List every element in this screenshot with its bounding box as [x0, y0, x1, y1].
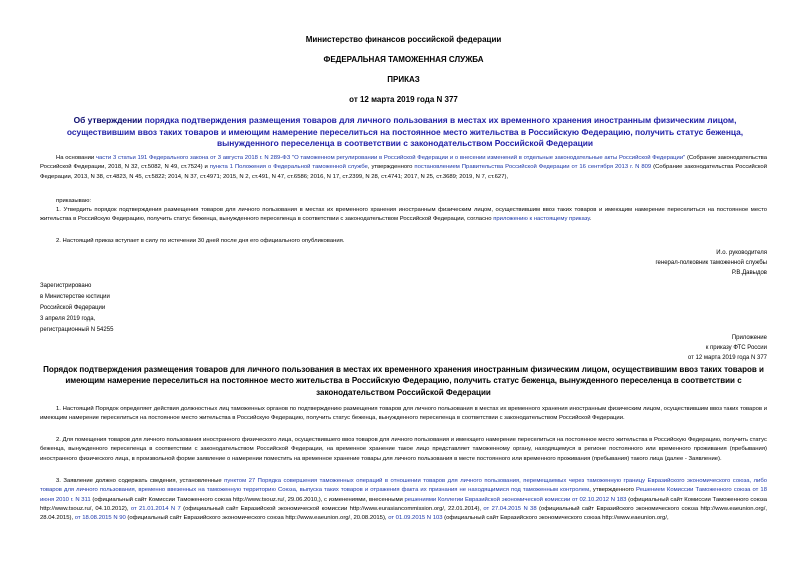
order-title — [50, 115, 760, 150]
link-appendix[interactable]: приложению к настоящему приказу — [493, 216, 590, 223]
order-title-link[interactable]: порядка подтверждения размещения товаров для личного пользования в местах их временного хранения иностранным физическим лицом, осуществившим ввоз таких товаров и имеющим намерение переселиться на постоянное место жительства в Российскую Федерацию, получить статус беженца, вынужденного переселенца в соответствии с законодательством Российской Федерации — [66, 115, 744, 148]
preamble-text-1: На основании — [56, 155, 96, 161]
link-decision-103[interactable]: от 01.09.2015 N 103 — [388, 515, 443, 522]
procedure-title: Порядок подтверждения размещения товаров для личного пользования в местах их временного хранения иностранным физическим лицом, осуществившим ввоз таких товаров и имеющим намерение переселиться на постоянное место жительства в Российскую Федерацию, получить статус беженца, вынужденного переселенца в соответствии с законодательством Российской Федерации — [43, 365, 764, 397]
registration-line-2: в Министерстве юстиции — [40, 294, 110, 300]
procedure-item-3 — [40, 477, 767, 523]
signature-name: Р.В.Давыдов — [731, 270, 767, 276]
registration-line-3: Российской Федерации — [40, 305, 106, 311]
link-government-resolution-809[interactable]: постановлением Правительства Российской Федерации от 16 сентября 2013 г. N 809 — [414, 164, 652, 171]
link-federal-law-289[interactable]: части 3 статьи 191 Федерального закона от 3 августа 2018 г. N 289-ФЗ "О таможенном регулировании в Российской Федерации и о внесении изменений в отдельные законодательные акты Российской Федерации" — [95, 155, 686, 161]
signature-title: И.о. руководителя — [716, 250, 767, 256]
appendix-line-2: к приказу ФТС России — [705, 345, 767, 351]
signature-rank: генерал-полковник таможенной службы — [655, 260, 767, 266]
appendix-line-3: от 12 марта 2019 года N 377 — [687, 355, 767, 361]
procedure-item-3-text-6: (официальный сайт Евразийского экономического союза http://www.eaeunion.org/, 28.04.2015), — [40, 505, 767, 522]
link-decision-90[interactable]: от 18.08.2015 N 90 — [74, 515, 126, 522]
order-word: приказываю: — [56, 198, 92, 204]
procedure-item-3-text-1: 3. Заявление должно содержать сведения, установленные — [56, 478, 225, 484]
link-fts-regulation[interactable]: пункта 1 Положения о Федеральной таможенной службе — [209, 164, 368, 171]
order-item-2: 2. Настоящий приказ вступает в силу по истечении 30 дней после дня его официального опубликования. — [56, 238, 345, 244]
order-title-prefix: Об утверждении — [73, 115, 145, 125]
link-point-27[interactable]: пунктом 27 Порядка совершения таможенных операций в отношении товаров для личного пользования, перемещаемых через таможенную границу Евразийского экономического союза, либо товаров для личного пользования, временно ввезенных на таможенную территорию Союза, выпуска таких товаров и отражения факта их признания не находящимися под таможенным контролем — [40, 478, 767, 494]
link-decision-183[interactable]: решениями Коллегии Евразийской экономической комиссии от 02.10.2012 N 183 — [404, 496, 627, 503]
order-item-1 — [40, 206, 767, 225]
order-item-1-text: 1. Утвердить порядок подтверждения размещения товаров для личного пользования в местах их временного хранения иностранным физическим лицом, осуществившим ввоз таких товаров и имеющим намерение переселиться на постоянное место жительства в Российскую Федерацию, получить статус беженца, вынужденного переселенца в соответствии с законодательством Российской Федерации, согласно — [40, 207, 767, 223]
preamble-text-4: (Собрание законодательства Российской Федерации, 2013, N 38, ст.4823, N 45, ст.5822; 2014, N 37, ст.4971; 2015, N 2, ст.491, N 47, ст.6586; 2016, N 17, ст.2399, N 28, ст.4741; 2017, N 25, ст.3689; 2019, N 7, ст.627), — [40, 164, 767, 180]
doc-type: ПРИКАЗ — [387, 75, 420, 84]
link-decision-7[interactable]: от 21.01.2014 N 7 — [130, 505, 181, 512]
procedure-item-3-text-4: (официальный сайт Комиссии Таможенного союза http://www.tsouz.ru/, 04.10.2012), — [40, 496, 768, 512]
service-name: ФЕДЕРАЛЬНАЯ ТАМОЖЕННАЯ СЛУЖБА — [323, 55, 484, 64]
doc-date-number: от 12 марта 2019 года N 377 — [349, 95, 458, 104]
registration-line-1: Зарегистрировано — [40, 283, 92, 289]
appendix-line-1: Приложение — [731, 335, 767, 341]
link-decision-311[interactable]: Решением Комиссии Таможенного союза от 18 июня 2010 г. N 311 — [40, 487, 767, 503]
procedure-item-3-text-5: (официальный сайт Евразийской экономической комиссии http://www.eurasiancommission.org/, 22.01.2014), — [180, 505, 484, 512]
registration-line-5: регистрационный N 54255 — [40, 327, 114, 333]
link-decision-38[interactable]: от 27.04.2015 N 38 — [483, 505, 537, 512]
order-item-1-end: . — [589, 216, 592, 223]
registration-line-4: 3 апреля 2019 года, — [40, 316, 96, 322]
ministry-name: Министерство финансов российской федерации — [305, 35, 502, 44]
procedure-item-3-text-8: (официальный сайт Евразийского экономического союза http://www.eaeunion.org/, — [442, 515, 669, 522]
preamble — [40, 154, 767, 182]
procedure-item-3-text-2: , утвержденного — [589, 487, 636, 494]
procedure-item-3-text-3: (официальный сайт Комиссии Таможенного союза http://www.tsouz.ru/, 29.06.2010,), с изменениями, внесенными — [90, 496, 405, 503]
procedure-item-1: 1. Настоящий Порядок определяет действия должностных лиц таможенных органов по подтверждению размещения товаров для личного пользования в местах их временного хранения иностранным физическим лицом, осуществившим ввоз таких товаров и имеющим намерение переселиться на постоянное место жительства в Российскую Федерацию, получить статус беженца, вынужденного переселенца в соответствии с законодательством Российской Федерации. — [40, 406, 767, 422]
preamble-text-3: , утвержденного — [367, 164, 415, 171]
procedure-item-2: 2. Для помещения товаров для личного пользования иностранного физического лица, осуществившего ввоз товаров для личного пользования и имеющего намерение переселиться на постоянное место жительства в Российскую Федерацию, получить статус беженца, вынужденного переселенца в соответствии с законодательством Российской Федерации, на временное хранение такое лицо представляет таможенному органу, находящемуся в регионе постоянного или временного проживания (пребывания) иностранного физического лица, в произвольной форме заявление о намерении поместить на временное хранение товары для личного пользования в месте постоянного или временного проживания (пребывания) такого лица (далее - Заявление). — [40, 437, 767, 462]
procedure-item-3-text-7: (официальный сайт Евразийского экономического союза http://www.eaeunion.org/, 20.08.2015), — [125, 515, 389, 522]
preamble-text-2: (Собрание законодательства Российской Федерации, 2018, N 32, ст.5082, N 49, ст.7524) и — [40, 155, 767, 171]
